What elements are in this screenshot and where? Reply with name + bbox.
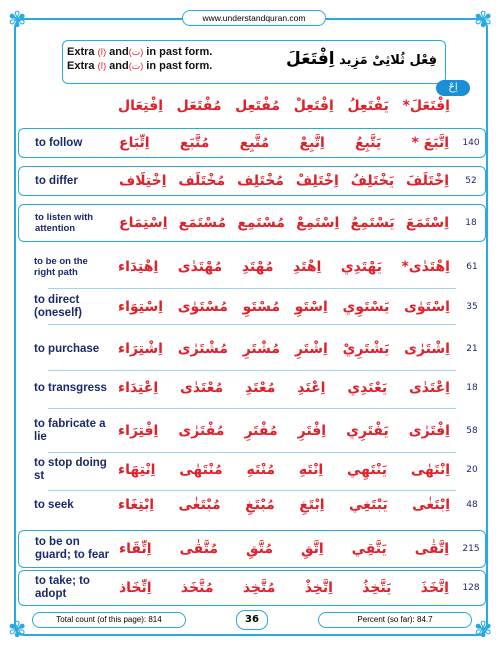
header-text: in past form.	[146, 60, 213, 72]
occurrence-count: 20	[466, 465, 478, 475]
arabic-form: اِهْتِدَاء	[118, 259, 159, 275]
header-text: in past form.	[146, 46, 213, 58]
arabic-form: اِخْتَلِفْ	[295, 173, 339, 189]
meaning-text: to listen with attention	[35, 212, 94, 234]
meaning-text: to purchase	[34, 342, 100, 355]
word-row	[18, 204, 486, 242]
meaning-text: to stop doing st	[34, 457, 107, 482]
arabic-forms	[111, 135, 457, 151]
arabic-form: اِعْتَدِ	[297, 380, 326, 396]
arabic-forms	[110, 497, 458, 513]
arabic-form: يَشْتَرِيْ	[342, 341, 390, 357]
arabic-form: مُتَّبِع	[239, 135, 270, 151]
arabic-form: يَخْتَلِفُ	[350, 173, 395, 189]
meaning-text: to follow	[35, 136, 83, 149]
arabic-form: يَتَّقِي	[351, 541, 387, 557]
arabic-form: يَبْتَغِي	[348, 497, 388, 513]
arabic-form: مُشْتَرِ	[242, 341, 281, 357]
word-row	[18, 330, 486, 368]
occurrence-count: 18	[465, 218, 477, 228]
arabic-form: اِعْتَدٰى	[408, 380, 450, 396]
arabic-form: اِهْتَدٰى*	[401, 259, 450, 275]
arabic-form: اِخْتَلَفَ	[406, 173, 449, 189]
word-row	[18, 370, 486, 406]
occurrence-count: 215	[462, 544, 480, 554]
word-row	[18, 166, 486, 196]
arabic-form: مُفْتَعِل	[235, 98, 281, 114]
arabic-forms	[110, 423, 458, 439]
arabic-form: اِسْتَوٰى	[404, 299, 450, 315]
arabic-form: اِفْتِرَاء	[118, 423, 159, 439]
header-arabic-title	[280, 49, 437, 69]
arabic-form: اِتِّقَاء	[119, 541, 152, 557]
occurrence-count: 61	[466, 262, 478, 272]
page-number: 36	[236, 610, 268, 630]
header-letter: (ا)	[97, 47, 107, 57]
header-letter: (ا)	[97, 61, 107, 71]
occurrence-count: 52	[465, 176, 477, 186]
arabic-form: اِتَّبِعْ	[299, 135, 325, 151]
occurrence-count: 58	[466, 426, 478, 436]
arabic-forms	[110, 462, 458, 478]
pattern-badge: اِحْ	[436, 80, 470, 96]
arabic-form: اِفْتَرِ	[297, 423, 327, 439]
arabic-form: اِبْتِغَاء	[118, 497, 155, 513]
arabic-form: مُهْتَدٰى	[177, 259, 223, 275]
occurrence-count: 140	[462, 138, 480, 148]
arabic-form: اِنْتَهِ	[298, 462, 324, 478]
occurrence-count: 48	[466, 500, 478, 510]
arabic-form: يَعْتَدِي	[347, 380, 388, 396]
arabic-title: فِعْل ثُلاثِیْ مَزِید	[339, 53, 437, 68]
arabic-pattern-title: اِفْتَعَلَ	[285, 49, 335, 69]
arabic-form: مُسْتَمَع	[178, 215, 227, 231]
arabic-form: مُعْتَدٰى	[179, 380, 224, 396]
meaning-text: to differ	[35, 174, 78, 187]
word-row	[18, 490, 486, 520]
arabic-form: مُخْتَلَف	[178, 173, 226, 189]
header-text: Extra	[67, 46, 95, 58]
arabic-forms	[111, 580, 457, 596]
arabic-form: مُشْتَرٰى	[177, 341, 228, 357]
row-divider	[48, 408, 456, 409]
pattern-row	[18, 92, 486, 120]
header-letter: (ت)	[128, 47, 144, 57]
arabic-forms	[111, 173, 457, 189]
arabic-forms	[110, 380, 458, 396]
arabic-form: مُخْتَلِف	[237, 173, 284, 189]
word-row	[18, 128, 486, 158]
arabic-form: مُعْتَدِ	[245, 380, 276, 396]
arabic-form: مُتَّبَع	[179, 135, 210, 151]
arabic-form: اِتَّخِذْ	[304, 580, 333, 596]
header-text: and	[109, 46, 129, 58]
occurrence-count: 128	[462, 583, 480, 593]
corner-ornament-icon: ✾	[474, 618, 493, 643]
arabic-form: اِفْتَعِلْ	[293, 98, 334, 114]
arabic-form: اِتَّبَعَ *	[411, 135, 449, 151]
arabic-forms	[110, 259, 458, 275]
row-divider	[48, 324, 456, 325]
header-text: and	[109, 60, 129, 72]
meaning-text: to seek	[34, 498, 74, 511]
arabic-form: مُتَّقٰى	[179, 541, 219, 557]
arabic-form: اِنْتَهٰى	[410, 462, 450, 478]
arabic-form: يَتَّخِذُ	[362, 580, 392, 596]
arabic-form: مُتَّقِ	[246, 541, 274, 557]
meaning-text: to be on guard; to fear	[35, 536, 110, 561]
word-row	[18, 292, 486, 322]
arabic-form: يَهْتَدِي	[340, 259, 382, 275]
arabic-form: اِخْتِلَاف	[119, 173, 167, 189]
corner-ornament-icon: ✾	[8, 8, 27, 33]
arabic-form: يَفْتَعِلُ	[347, 98, 389, 114]
meaning-text: to transgress	[34, 381, 107, 394]
corner-ornament-icon: ✾	[474, 8, 493, 33]
meaning-text: to fabricate a lie	[34, 418, 106, 443]
meaning-text: to direct (oneself)	[34, 294, 82, 319]
total-count: Total count (of this page): 814	[32, 612, 186, 628]
word-row	[18, 452, 486, 488]
arabic-form: اِسْتَمَعَ	[405, 215, 449, 231]
occurrence-count: 18	[466, 383, 478, 393]
arabic-form: مُتَّخَذ	[180, 580, 214, 596]
arabic-form: مُنْتَهٰى	[179, 462, 223, 478]
arabic-form: اِتَّقٰى	[414, 541, 449, 557]
site-url[interactable]: www.understandquran.com	[182, 10, 326, 26]
arabic-forms	[111, 541, 457, 557]
arabic-form: اِنْتِهَاء	[118, 462, 156, 478]
occurrence-count: 21	[466, 344, 478, 354]
arabic-form: اِشْتَرِ	[294, 341, 328, 357]
arabic-form: اِتَّقِ	[300, 541, 324, 557]
arabic-form: مُفْتَرٰى	[178, 423, 225, 439]
arabic-form: مُفْتَرِ	[244, 423, 278, 439]
arabic-forms	[110, 299, 458, 315]
arabic-form: اِتِّخَاذ	[119, 580, 152, 596]
arabic-form: مُبْتَغِ	[245, 497, 275, 513]
header-box	[62, 40, 446, 84]
arabic-form: اِبْتَغِ	[299, 497, 325, 513]
arabic-form: اِعْتِدَاء	[118, 380, 159, 396]
arabic-form: اِتَّخَذَ	[420, 580, 449, 596]
arabic-form: مُنْتَهِ	[246, 462, 276, 478]
arabic-form: اِتِّبَاع	[119, 135, 150, 151]
arabic-form: اِشْتِرَاء	[118, 341, 163, 357]
arabic-form: اِسْتِوَاء	[118, 299, 164, 315]
occurrence-count: 35	[466, 302, 478, 312]
arabic-form: اِسْتَمِعْ	[296, 215, 340, 231]
word-row	[18, 248, 486, 286]
arabic-form: يَتَّبِعُ	[355, 135, 382, 151]
arabic-form: اِهْتَدِ	[293, 259, 322, 275]
header-letter: (ت)	[128, 61, 144, 71]
arabic-form: مُسْتَوِ	[242, 299, 281, 315]
arabic-form: اِفْتَرٰى	[408, 423, 450, 439]
word-row	[18, 570, 486, 606]
arabic-form: اِسْتِمَاع	[119, 215, 168, 231]
arabic-form: يَفْتَرِي	[346, 423, 389, 439]
arabic-form: مُهْتَدِ	[241, 259, 274, 275]
arabic-form: اِسْتَوِ	[294, 299, 328, 315]
meaning-text: to take; to adopt	[35, 575, 90, 600]
arabic-form: مُتَّخِذ	[242, 580, 276, 596]
header-text: Extra	[67, 60, 95, 72]
arabic-form: اِفْتِعَال	[118, 98, 163, 114]
meaning-text: to be on the right path	[34, 256, 88, 278]
arabic-form: اِشْتَرٰى	[404, 341, 450, 357]
row-divider	[48, 288, 456, 289]
arabic-form: مُسْتَوٰى	[177, 299, 228, 315]
arabic-form: مُبْتَغٰى	[178, 497, 221, 513]
percent-so-far: Percent (so far): 84.7	[318, 612, 472, 628]
arabic-form: يَسْتَمِعُ	[350, 215, 395, 231]
pattern-forms	[110, 98, 458, 114]
arabic-forms	[111, 215, 457, 231]
arabic-form: اِفْتَعَلَ*	[402, 98, 450, 114]
word-row	[18, 412, 486, 450]
word-row	[18, 530, 486, 568]
corner-ornament-icon: ✾	[8, 618, 27, 643]
arabic-form: اِبْتَغٰى	[412, 497, 450, 513]
arabic-form: مُسْتَمِع	[237, 215, 285, 231]
arabic-form: يَسْتَوِي	[342, 299, 390, 315]
arabic-forms	[110, 341, 458, 357]
arabic-form: مُفْتَعَل	[176, 98, 222, 114]
arabic-form: يَنْتَهِي	[346, 462, 388, 478]
header-description	[67, 45, 212, 73]
